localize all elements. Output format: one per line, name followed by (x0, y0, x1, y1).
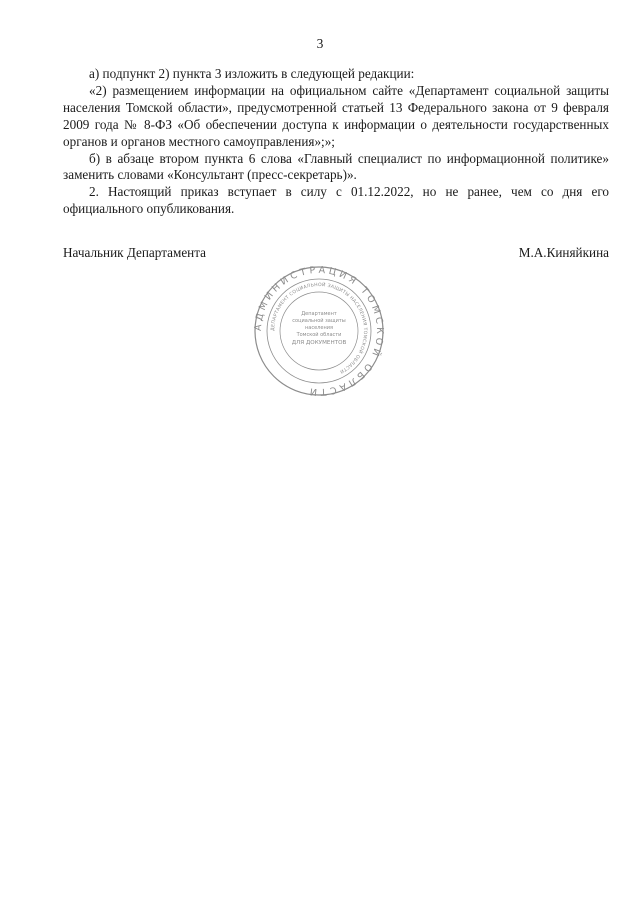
document-body (63, 66, 609, 218)
signer-position: Начальник Департамента (63, 245, 207, 260)
seal-outer-text: АДМИНИСТРАЦИЯ ТОМСКОЙ ОБЛАСТИ (253, 265, 385, 397)
official-seal-stamp (253, 265, 385, 397)
paragraph-3: б) в абзаце втором пункта 6 слова «Главный специалист по информационной политике» заменить словами «Консультант (пресс-секретарь)». (63, 150, 609, 183)
signer-name: М.А.Киняйкина (518, 245, 609, 260)
paragraph-2: «2) размещением информации на официальном сайте «Департамент социальной защиты населения Томской области», предусмотренной статьей 13 Федерального закона от 9 февраля 2009 года № 8-ФЗ «Об обеспечении доступа к информации о деятельности государственных органов и органов местного самоуправления»;»; (63, 82, 609, 149)
seal-center-line-1: Департамент (301, 311, 337, 317)
seal-center-line-4: Томской области (296, 332, 342, 338)
seal-center-line-2: социальной защиты (292, 318, 346, 324)
paragraph-1: а) подпункт 2) пункта 3 изложить в следующей редакции: (89, 66, 415, 81)
seal-center-line-5: ДЛЯ ДОКУМЕНТОВ (291, 340, 347, 346)
seal-center-line-3: населения (305, 325, 333, 331)
seal-inner-text: ДЕПАРТАМЕНТ СОЦИАЛЬНОЙ ЗАЩИТЫ НАСЕЛЕНИЯ ТОМСКОЙ ОБЛАСТИ (270, 282, 368, 374)
signature-block (63, 245, 609, 261)
paragraph-4: 2. Настоящий приказ вступает в силу с 01.12.2022, но не ранее, чем со дня его официального опубликования. (63, 184, 609, 217)
page-number: 3 (316, 36, 324, 51)
